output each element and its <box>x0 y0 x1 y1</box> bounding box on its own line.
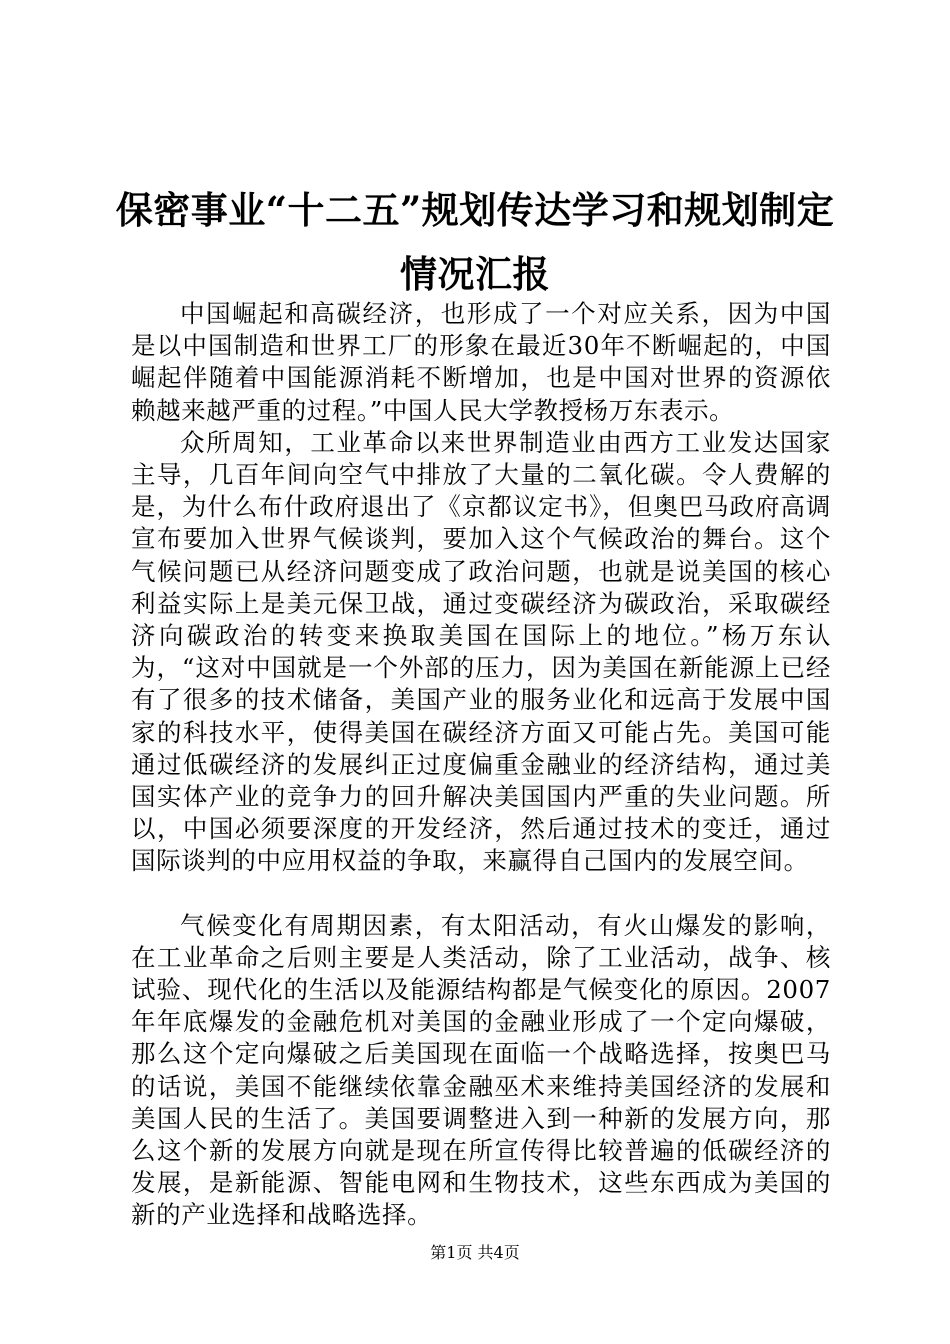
paragraph-1: 中国崛起和高碳经济，也形成了一个对应关系，因为中国是以中国制造和世界工厂的形象在最近30年不断崛起的，中国崛起伴随着中国能源消耗不断增加，也是中国对世界的资源依赖越来越严重的过程。”中国人民大学教授杨万东表示。 <box>131 299 831 425</box>
paragraph-3: 气候变化有周期因素，有太阳活动，有火山爆发的影响，在工业革命之后则主要是人类活动，除了工业活动，战争、核试验、现代化的生活以及能源结构都是气候变化的原因。2007年年底爆发的金融危机对美国的金融业形成了一个定向爆破，那么这个定向爆破之后美国现在面临一个战略选择，按奥巴马的话说，美国不能继续依靠金融巫术来维持美国经济的发展和美国人民的生活了。美国要调整进入到一种新的发展方向，那么这个新的发展方向就是现在所宣传得比较普遍的低碳经济的发展，是新能源、智能电网和生物技术，这些东西成为美国的新的产业选择和战略选择。 <box>131 910 831 1230</box>
document-title <box>100 178 850 306</box>
paragraph-2: 众所周知，工业革命以来世界制造业由西方工业发达国家主导，几百年间向空气中排放了大量的二氧化碳。令人费解的是，为什么布什政府退出了《京都议定书》，但奥巴马政府高调宣布要加入世界气候谈判，要加入这个气候政治的舞台。这个气候问题已从经济问题变成了政治问题，也就是说美国的核心利益实际上是美元保卫战，通过变碳经济为碳政治，采取碳经济向碳政治的转变来换取美国在国际上的地位。”杨万东认为，“这对中国就是一个外部的压力，因为美国在新能源上已经有了很多的技术储备，美国产业的服务业化和远高于发展中国家的科技水平，使得美国在碳经济方面又可能占先。美国可能通过低碳经济的发展纠正过度偏重金融业的经济结构，通过美国实体产业的竞争力的回升解决美国国内严重的失业问题。所以，中国必须要深度的开发经济，然后通过技术的变迁，通过国际谈判的中应用权益的争取，来赢得自己国内的发展空间。 <box>131 427 831 876</box>
title-line-1: 保密事业“十二五”规划传达学习和规划制定 <box>115 188 835 232</box>
title-line-2: 情况汇报 <box>400 252 550 296</box>
page-number-footer: 第1页 共4页 <box>430 1243 520 1262</box>
document-body <box>131 298 831 1232</box>
